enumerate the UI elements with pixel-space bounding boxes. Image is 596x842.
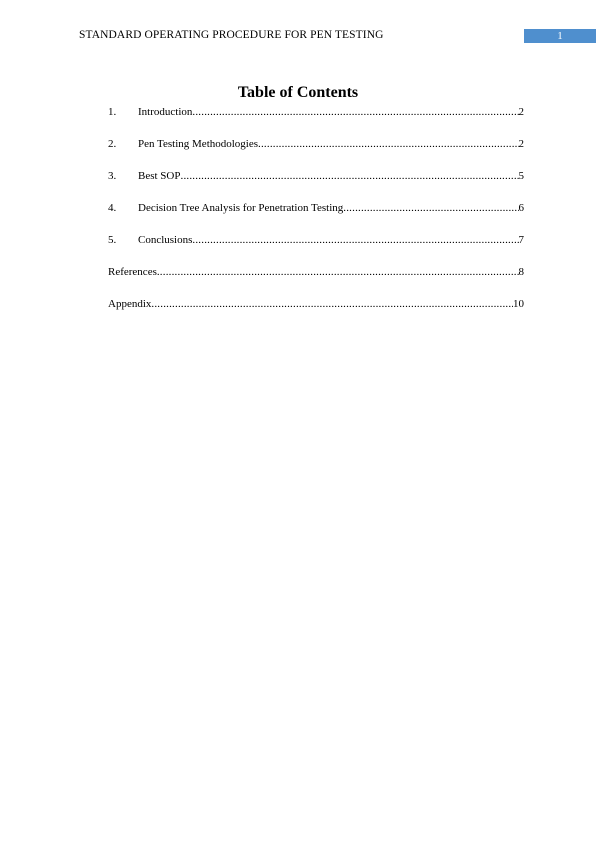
- toc-entry-label: Decision Tree Analysis for Penetration Testing: [138, 202, 344, 214]
- toc-dot-leader: [343, 200, 518, 216]
- toc-dot-leader: [181, 168, 519, 184]
- toc-entry-page: 10: [513, 298, 524, 310]
- toc-entry-label: Best SOP: [138, 170, 181, 182]
- toc-entry-references[interactable]: [108, 264, 524, 280]
- toc-dot-leader: [258, 136, 518, 152]
- toc-entry-pen-testing-methodologies[interactable]: [108, 136, 524, 152]
- toc-dot-leader: [151, 296, 513, 312]
- toc-entry-number: 1.: [108, 106, 117, 118]
- toc-entry-page: 2: [518, 138, 524, 150]
- toc-entry-page: 8: [518, 266, 524, 278]
- toc-entry-page: 5: [518, 170, 524, 182]
- toc-entry-label: Appendix: [108, 298, 152, 310]
- toc-entry-decision-tree[interactable]: [108, 200, 524, 216]
- toc-entry-page: 6: [518, 202, 524, 214]
- toc-entry-label: Pen Testing Methodologies: [138, 138, 259, 150]
- toc-entry-label: Conclusions: [138, 234, 193, 246]
- toc-entry-label: Introduction: [138, 106, 193, 118]
- toc-dot-leader: [157, 264, 519, 280]
- page-number-badge: 1: [524, 29, 596, 43]
- toc-entry-number: 2.: [108, 138, 117, 150]
- toc-entry-conclusions[interactable]: [108, 232, 524, 248]
- toc-entry-introduction[interactable]: [108, 104, 524, 120]
- toc-list: [108, 104, 524, 328]
- toc-entry-number: 5.: [108, 234, 117, 246]
- toc-heading: Table of Contents: [237, 84, 359, 101]
- toc-dot-leader: [192, 104, 518, 120]
- toc-entry-number: 4.: [108, 202, 117, 214]
- toc-entry-best-sop[interactable]: [108, 168, 524, 184]
- toc-entry-label: References: [108, 266, 157, 278]
- toc-entry-number: 3.: [108, 170, 117, 182]
- toc-entry-page: 7: [518, 234, 524, 246]
- toc-dot-leader: [192, 232, 518, 248]
- running-header-title: STANDARD OPERATING PROCEDURE FOR PEN TESTING: [79, 29, 384, 41]
- toc-entry-page: 2: [518, 106, 524, 118]
- toc-entry-appendix[interactable]: [108, 296, 524, 312]
